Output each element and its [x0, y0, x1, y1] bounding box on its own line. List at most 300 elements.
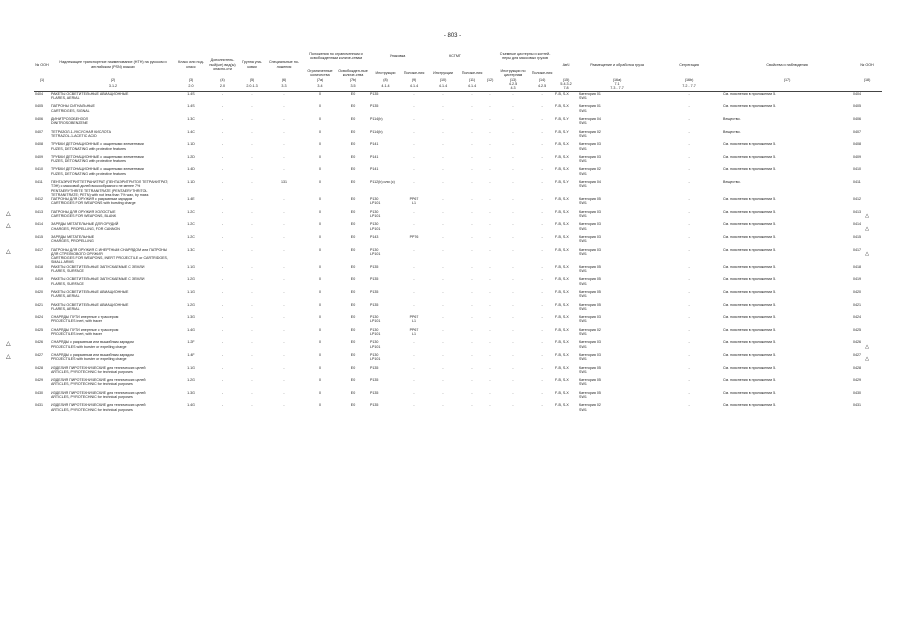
un-number-right-text: 0419 [853, 277, 862, 282]
cell-ibc-provision: - [471, 315, 473, 320]
un-number-text: 0417 [35, 247, 43, 252]
cell-un-number [34, 277, 50, 290]
cell-ibc-instruction: - [442, 104, 444, 109]
cell-ems: F-B, S-X [555, 247, 569, 252]
cell-limited-quantity: 0 [319, 234, 321, 239]
cell-un-number-right [852, 180, 882, 197]
cell-limited-quantity: 0 [319, 289, 321, 294]
cell-ibc-provision: - [471, 117, 473, 122]
cell-packing-instruction: P135 [370, 264, 379, 269]
cell-packing-provision: - [413, 403, 415, 408]
cell-tank-instruction: - [512, 340, 514, 345]
cell-subsidiary-hazard: - [221, 209, 224, 214]
header-special-provisions: Специальные по-ложения [268, 60, 300, 69]
cell-class: 1.4D [187, 167, 195, 172]
cell-shipping-name: РАКЕТЫ ОСВЕТИТЕЛЬНЫЕ АВИАЦИОННЫЕ FLARES, AERIAL [51, 91, 129, 101]
cell-limited-quantity: 0 [319, 390, 321, 395]
cell-special-provisions: - [283, 327, 285, 332]
cell-packing-group: - [251, 117, 253, 122]
cell-un-number [34, 142, 50, 155]
cell-packing-instruction: P141 [370, 142, 379, 147]
un-number-right-text: 0406 [853, 117, 862, 122]
cell-un-number [34, 235, 50, 248]
cell-tank-provision: - [541, 209, 543, 214]
column-number: (16b) [684, 77, 694, 82]
cell-un-number [34, 303, 50, 316]
un-number-right-text: 0427 [853, 352, 862, 357]
cell-special-provisions: - [283, 264, 285, 269]
cell-class: 1.1D [187, 180, 195, 184]
cell-col12-value: - [489, 390, 491, 395]
cell-tank-provision: - [541, 222, 543, 227]
cell-segregation: - [688, 365, 690, 370]
cell-ibc-provision: - [471, 234, 473, 239]
cell-un-number [34, 328, 50, 341]
cell-tank-provision: - [541, 234, 543, 239]
ref-c9: 4.1.4 [402, 82, 426, 91]
cell-un-number [34, 155, 50, 168]
cell-packing-provision: - [413, 209, 415, 214]
amendment-mark-icon: △ [865, 213, 869, 220]
cell-class: 1.2D [187, 154, 195, 159]
cell-packing-instruction: P112(b) или (c) [370, 180, 395, 184]
cell-un-number [34, 130, 50, 143]
cell-stowage: Категория 01 SW1 [579, 91, 601, 101]
cell-segregation: - [688, 302, 690, 307]
cell-class: 1.2F [187, 340, 195, 345]
cell-packing-instruction: P130 LP101 [370, 340, 381, 349]
cell-special-provisions: - [283, 104, 285, 109]
cell-subsidiary-hazard: - [221, 167, 224, 172]
cell-tank-instruction: - [512, 104, 514, 109]
cell-special-provisions: - [283, 129, 285, 134]
cell-excepted-quantity: E0 [350, 197, 356, 202]
cell-subsidiary-hazard: - [221, 247, 224, 252]
cell-packing-instruction: P135 [370, 289, 379, 294]
un-number-text: 0430 [35, 390, 43, 395]
cell-excepted-quantity: E0 [350, 340, 356, 345]
cell-ibc-instruction: - [442, 340, 444, 345]
cell-properties: Вещество. [723, 129, 741, 134]
cell-stowage: Категория 03 SW1 [579, 234, 601, 244]
cell-ibc-instruction: - [442, 378, 444, 383]
un-number-right-text: 0405 [853, 104, 862, 109]
un-number-text: 0428 [35, 365, 43, 370]
cell-shipping-name: ЗАРЯДЫ МЕТАТЕЛЬНЫЕ CHARGES, PROPELLING [51, 234, 95, 244]
cell-class: 1.4S [187, 91, 195, 96]
cell-class: 1.3C [187, 117, 195, 122]
cell-un-number-right [852, 328, 882, 341]
cell-ibc-provision: - [471, 129, 473, 134]
cell-tank-provision: - [541, 289, 543, 294]
cell-segregation: - [688, 91, 690, 96]
ref-c2: 3.1.2 [50, 82, 176, 91]
un-number-right-text: 0421 [853, 302, 862, 307]
cell-special-provisions: - [283, 234, 285, 239]
cell-packing-provision: - [413, 352, 415, 357]
cell-subsidiary-hazard: - [221, 91, 224, 96]
column-number: (13) [509, 77, 517, 82]
cell-special-provisions: - [283, 365, 285, 370]
cell-packing-group: - [251, 247, 253, 252]
cell-ibc-provision: - [471, 167, 473, 172]
cell-subsidiary-hazard: - [221, 315, 224, 320]
cell-ems: F-B, S-X [555, 167, 569, 172]
cell-segregation: - [688, 277, 690, 282]
cell-properties: См. пояснения в приложении 5. [723, 315, 777, 320]
cell-segregation: - [688, 142, 690, 147]
cell-excepted-quantity: E0 [350, 180, 356, 184]
cell-packing-instruction: P130 LP101 [370, 222, 381, 231]
cell-properties: См. пояснения в приложении 5. [723, 104, 777, 109]
cell-stowage: Категория 04 SW1 [579, 180, 601, 189]
cell-subsidiary-hazard: - [221, 277, 224, 282]
cell-excepted-quantity: E0 [350, 247, 356, 252]
cell-class: 1.4G [187, 327, 195, 332]
cell-packing-provision: - [413, 180, 415, 184]
cell-packing-group: - [251, 340, 253, 345]
cell-special-provisions: - [283, 315, 285, 320]
cell-shipping-name: РАКЕТЫ ОСВЕТИТЕЛЬНЫЕ АВИАЦИОННЫЕ FLARES, AERIAL [51, 289, 129, 299]
cell-class: 1.3G [187, 315, 195, 320]
cell-packing-instruction: P141 [370, 167, 379, 172]
cell-segregation: - [688, 154, 690, 159]
cell-col12-value: - [489, 142, 491, 147]
cell-class: 1.1G [187, 264, 195, 269]
cell-stowage: Категория 05 SW1 [579, 302, 601, 311]
header-properties: Свойства и наблюдения [766, 62, 808, 67]
cell-subsidiary-hazard: - [221, 390, 224, 395]
cell-properties: См. пояснения в приложении 5. [723, 197, 777, 202]
column-number: (4) [220, 77, 225, 82]
cell-properties: См. пояснения в приложении 5. [723, 403, 777, 408]
cell-tank-provision: - [541, 365, 543, 370]
cell-packing-provision: - [413, 222, 415, 227]
cell-stowage: Категория 03 SW1 [579, 142, 601, 151]
cell-packing-instruction: P135 [370, 277, 379, 282]
un-number-right-text: 0424 [853, 315, 862, 320]
cell-limited-quantity: 0 [319, 403, 321, 408]
cell-ibc-provision: - [471, 180, 473, 184]
cell-ems: F-B, S-Y [555, 129, 569, 134]
cell-ems: F-B, S-X [555, 340, 569, 345]
cell-excepted-quantity: E0 [350, 154, 356, 159]
cell-packing-instruction: P135 [370, 390, 379, 395]
cell-stowage: Категория 05 SW1 [579, 197, 601, 206]
column-number: (17) [783, 77, 791, 82]
cell-un-number-right [852, 353, 882, 366]
cell-ibc-instruction: - [442, 302, 444, 307]
cell-ibc-instruction: - [442, 289, 444, 294]
cell-special-provisions: - [283, 403, 285, 408]
cell-un-number [34, 197, 50, 210]
cell-ibc-instruction: - [442, 180, 444, 184]
cell-class: 1.3C [187, 247, 195, 252]
cell-class: 1.2G [187, 302, 195, 307]
column-number: (11) [468, 77, 476, 82]
ref-c6: 3.3 [265, 82, 303, 91]
cell-excepted-quantity: E0 [350, 209, 356, 214]
cell-packing-provision: - [413, 104, 415, 109]
cell-special-provisions: - [283, 91, 285, 96]
cell-un-number-right [852, 248, 882, 265]
cell-excepted-quantity: E0 [350, 104, 356, 109]
cell-special-provisions: - [283, 222, 285, 227]
cell-packing-group: - [251, 327, 253, 332]
column-number: (7b) [349, 77, 357, 82]
cell-tank-provision: - [541, 247, 543, 252]
cell-excepted-quantity: E0 [350, 142, 356, 147]
cell-tank-provision: - [541, 302, 543, 307]
cell-segregation: - [688, 167, 690, 172]
table-row [34, 180, 882, 197]
cell-un-number [6, 247, 50, 265]
cell-shipping-name: ТРУБКИ ДЕТОНАЦИОННЫЕ с защитными элементами FUZES, DETONATING with protective features [51, 154, 144, 164]
cell-packing-group: - [251, 378, 253, 383]
cell-class: 1.2G [187, 277, 195, 282]
cell-special-provisions: - [283, 277, 285, 282]
cell-class: 1.2C [187, 222, 195, 227]
cell-un-number [34, 91, 50, 104]
cell-tank-provision: - [541, 129, 543, 134]
cell-excepted-quantity: E0 [350, 167, 356, 172]
table-row [34, 142, 882, 155]
cell-packing-provision: PP67 L1 [409, 315, 419, 324]
cell-shipping-name: ЗАРЯДЫ МЕТАТЕЛЬНЫЕ ДЛЯ ОРУДИЙ CHARGES, PROPELLING, FOR CANNON [51, 222, 120, 231]
cell-limited-quantity: 0 [319, 340, 321, 345]
cell-stowage: Категория 03 SW1 [579, 222, 601, 231]
cell-properties: Вещество. [723, 180, 741, 184]
header-ibc: КСГМГ [449, 54, 461, 59]
amendment-mark-icon: △ [6, 210, 11, 217]
column-number: (2) [110, 77, 116, 82]
table-row [34, 167, 882, 180]
cell-tank-instruction: - [512, 117, 514, 122]
cell-shipping-name: ИЗДЕЛИЯ ПИРОТЕХНИЧЕСКИЕ для технических целей ARTICLES, PYROTECHNIC for technical purposes [51, 403, 146, 412]
cell-properties: См. пояснения в приложении 5. [723, 390, 777, 395]
cell-limited-quantity: 0 [319, 117, 321, 122]
cell-packing-instruction: P135 [370, 104, 379, 109]
cell-subsidiary-hazard: - [221, 365, 224, 370]
cell-ems: F-B, S-X [555, 142, 569, 147]
ref-c7a: 3.4 [303, 82, 337, 91]
cell-un-number-right [852, 167, 882, 180]
table-row [34, 197, 882, 210]
cell-col12-value: - [489, 234, 491, 239]
cell-packing-provision: - [413, 390, 415, 395]
cell-excepted-quantity: E0 [350, 222, 356, 227]
cell-ems: F-B, S-X [555, 365, 569, 370]
cell-tank-instruction: - [512, 277, 514, 282]
table-row [34, 277, 882, 290]
cell-ibc-instruction: - [442, 327, 444, 332]
cell-excepted-quantity: E0 [350, 91, 356, 96]
un-number-text: 0424 [35, 315, 43, 320]
cell-packing-instruction: P135 [370, 365, 379, 370]
cell-ibc-provision: - [471, 289, 473, 294]
cell-packing-instruction: P130 LP101 [370, 352, 381, 362]
cell-un-number-right [852, 391, 882, 404]
cell-limited-quantity: 0 [319, 302, 321, 307]
cell-properties: См. пояснения в приложении 5. [723, 209, 777, 214]
cell-segregation: - [688, 209, 690, 214]
cell-class: 1.2C [187, 209, 195, 214]
cell-special-provisions: - [283, 167, 285, 172]
cell-excepted-quantity: E0 [350, 302, 356, 307]
cell-packing-instruction: P130 LP101 [370, 209, 381, 219]
cell-un-number [6, 352, 50, 366]
cell-ems: F-B, S-X [555, 390, 569, 395]
un-number-text: 0431 [35, 403, 43, 408]
cell-ems: F-B, S-X [555, 327, 569, 332]
cell-special-provisions: - [283, 209, 285, 214]
ref-c16a: 7.1 7.3 - 7.7 [578, 82, 656, 91]
cell-class: 1.2G [187, 378, 195, 383]
un-number-text: 0420 [35, 289, 43, 294]
cell-segregation: - [688, 129, 690, 134]
table-row [34, 378, 882, 391]
cell-un-number [34, 378, 50, 391]
cell-ibc-provision: - [471, 378, 473, 383]
cell-tank-instruction: - [512, 390, 514, 395]
column-number: (8) [383, 77, 388, 82]
un-number-text: 0429 [35, 378, 43, 383]
header-ems: АвЧ [562, 62, 570, 67]
header-excepted-quantities: Освобожден-ные количе-ства [338, 68, 368, 78]
cell-shipping-name: ИЗДЕЛИЯ ПИРОТЕХНИЧЕСКИЕ для технических целей ARTICLES, PYROTECHNIC for technical purposes [51, 365, 146, 374]
un-number-text: 0418 [35, 264, 43, 269]
cell-tank-instruction: - [512, 180, 514, 184]
cell-un-number-right [852, 117, 882, 130]
cell-ems: F-B, S-X [555, 154, 569, 159]
cell-limited-quantity: 0 [319, 180, 321, 184]
header-limited-excepted: Положения по ограниченным и освобожденным количе-ствам [309, 52, 363, 61]
cell-limited-quantity: 0 [319, 104, 321, 109]
dangerous-goods-list-table [6, 52, 882, 416]
un-number-text: 0409 [35, 154, 43, 159]
cell-ems: F-B, S-X [555, 91, 569, 96]
cell-un-number-right [852, 378, 882, 391]
un-number-right-text: 0430 [853, 390, 862, 395]
cell-segregation: - [688, 222, 690, 227]
ref-c10: 4.1.4 [426, 82, 460, 91]
cell-special-provisions: - [283, 247, 285, 252]
cell-stowage: Категория 02 SW1 [579, 167, 601, 176]
cell-col12-value: - [489, 340, 491, 345]
cell-ems: F-B, S-X [555, 104, 569, 109]
cell-packing-instruction: P143 [370, 234, 379, 239]
cell-packing-instruction: P130 LP101 [370, 247, 381, 256]
cell-properties: См. пояснения в приложении 5. [723, 352, 777, 357]
cell-tank-instruction: - [512, 315, 514, 320]
cell-col12-value: - [489, 302, 491, 307]
table-row [34, 117, 882, 130]
cell-shipping-name: СНАРЯДЫ ПУТИ инертные с трассером PROJECTILES inert, with tracer [51, 327, 119, 337]
cell-col12-value: - [489, 352, 491, 357]
cell-ems: F-B, S-X [555, 289, 569, 294]
amendment-mark-icon: △ [865, 343, 869, 350]
cell-tank-instruction: - [512, 403, 514, 408]
column-number: (18) [863, 77, 871, 82]
cell-stowage: Категория 02 SW1 [579, 403, 601, 412]
cell-packing-provision: - [413, 264, 415, 269]
header-packing-provisions: Положе-ния [403, 71, 425, 76]
cell-ibc-instruction: - [442, 277, 444, 282]
amendment-mark-icon: △ [865, 250, 869, 257]
cell-shipping-name: РАКЕТЫ ОСВЕТИТЕЛЬНЫЕ ЗАПУСКАЕМЫЕ С ЗЕМЛИ FLARES, SURFACE [51, 277, 145, 286]
cell-stowage: Категория 03 SW1 [579, 315, 601, 324]
cell-limited-quantity: 0 [319, 91, 321, 96]
un-number-right-text: 0415 [853, 234, 862, 239]
cell-packing-instruction: P141 [370, 154, 379, 159]
table-row [34, 366, 882, 379]
cell-packing-group: - [251, 129, 253, 134]
cell-packing-provision: - [413, 302, 415, 307]
cell-ibc-instruction: - [442, 352, 444, 357]
cell-properties: См. пояснения в приложении 5. [723, 154, 777, 159]
amendment-mark-icon: △ [6, 353, 11, 360]
table-row [34, 403, 882, 416]
cell-ems: F-B, S-X [555, 352, 569, 357]
cell-tank-provision: - [541, 403, 543, 408]
cell-shipping-name: ТЕТРАЗОЛ-1-УКСУСНАЯ КИСЛОТА TETRAZOL-1-ACETIC ACID [51, 129, 111, 138]
un-number-text: 0412 [35, 197, 43, 202]
cell-tank-provision: - [541, 390, 543, 395]
cell-segregation: - [688, 315, 690, 320]
cell-subsidiary-hazard: - [221, 302, 224, 307]
cell-special-provisions: - [283, 117, 285, 122]
ref-c7b: 3.5 [337, 82, 369, 91]
table-row [34, 328, 882, 341]
cell-properties: См. пояснения в приложении 5. [723, 234, 777, 239]
cell-excepted-quantity: E0 [350, 277, 356, 282]
cell-stowage: Категория 03 SW1 [579, 247, 601, 256]
cell-ibc-provision: - [471, 264, 473, 269]
un-number-right-text: 0410 [853, 167, 862, 172]
cell-ibc-instruction: - [442, 247, 444, 252]
cell-ibc-instruction: - [442, 209, 444, 214]
header-packing: Упаковка [389, 54, 406, 59]
cell-un-number-right [852, 155, 882, 168]
header-ibc-provisions: Положе-ния [461, 71, 483, 76]
cell-un-number-right [852, 142, 882, 155]
cell-packing-group: - [251, 352, 253, 357]
cell-packing-group: - [251, 197, 253, 202]
cell-packing-provision: PP67 L1 [409, 327, 419, 337]
table-row [34, 265, 882, 278]
header-row-1 [34, 52, 882, 61]
cell-un-number [34, 167, 50, 180]
cell-segregation: - [688, 378, 690, 383]
cell-subsidiary-hazard: - [221, 180, 224, 184]
un-number-text: 0414 [35, 222, 43, 227]
cell-tank-instruction: - [512, 365, 514, 370]
table-row [34, 340, 882, 353]
cell-packing-provision: - [413, 129, 415, 134]
cell-properties: См. пояснения в приложении 5. [723, 327, 777, 332]
header-shipping-name: Надлежащее транспортное наименование (НТН) на русском и английском (PSN) языках [59, 60, 167, 69]
table-body [6, 91, 882, 416]
cell-un-number-right [852, 210, 882, 223]
column-number: (12) [486, 77, 494, 82]
cell-excepted-quantity: E0 [350, 117, 356, 122]
cell-col12-value: - [489, 91, 491, 96]
cell-segregation: - [688, 197, 690, 202]
table-row [34, 315, 882, 328]
cell-properties: См. пояснения в приложении 5. [723, 289, 777, 294]
cell-limited-quantity: 0 [319, 167, 321, 172]
cell-packing-instruction: P130 LP101 [370, 315, 381, 324]
